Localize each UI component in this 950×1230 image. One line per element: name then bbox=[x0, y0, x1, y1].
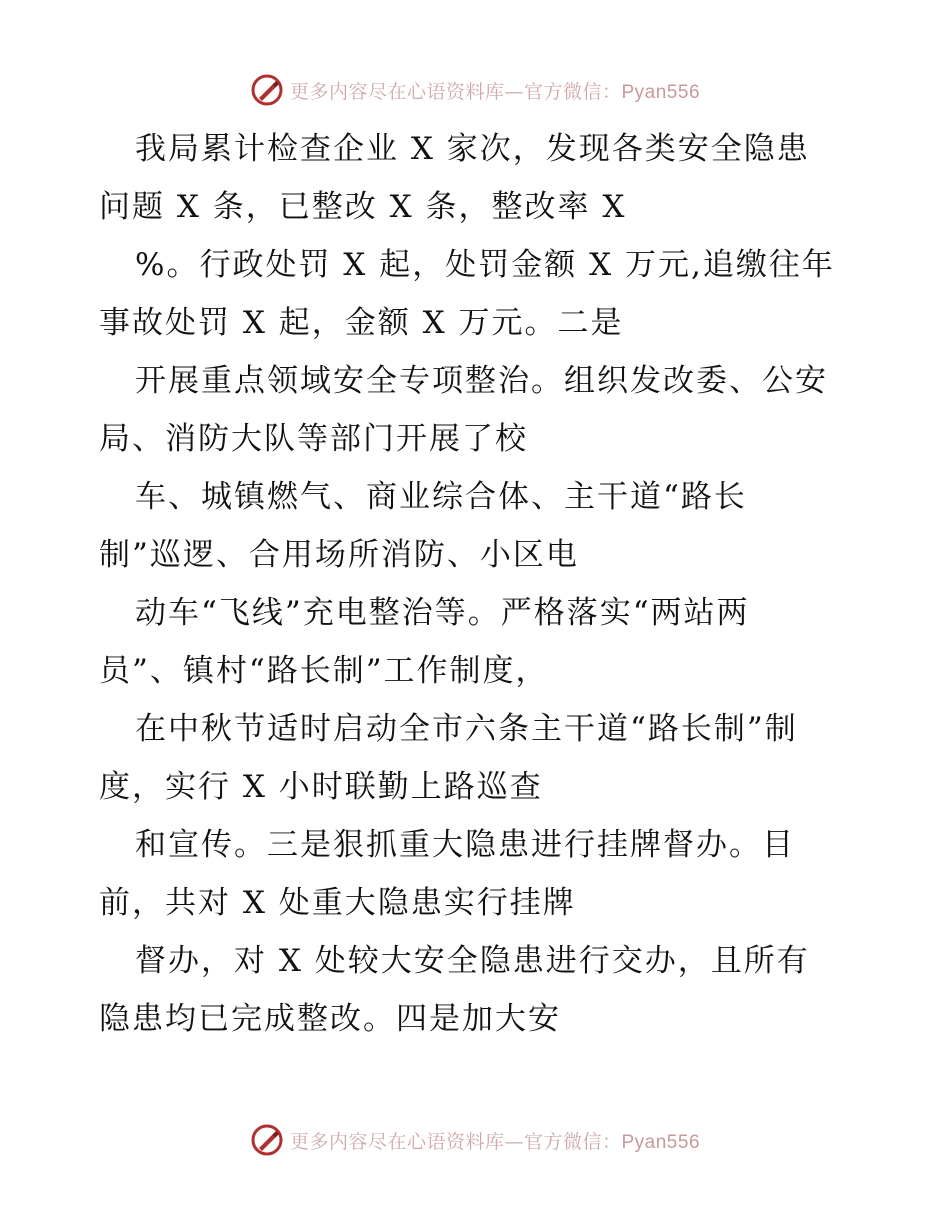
text-line-9: 动车“飞线”充电整治等。严格落实“两站两 bbox=[135, 595, 750, 631]
watermark-main-text: 更多内容尽在心语资料库 bbox=[289, 80, 505, 103]
text-line-8: 制”巡逻、合用场所消防、小区电 bbox=[99, 537, 579, 573]
watermark-wechat-id-bottom: Pyan556 bbox=[621, 1131, 701, 1153]
text-line-10: 员”、镇村“路长制”工作制度， bbox=[99, 653, 549, 689]
text-line-3: %。行政处罚 X 起，处罚金额 X 万元,追缴往年 bbox=[135, 247, 835, 283]
watermark-separator-bottom: — bbox=[504, 1130, 524, 1153]
watermark-text bbox=[290, 77, 700, 104]
text-line-5: 开展重点领域安全专项整治。组织发改委、公安 bbox=[135, 363, 828, 399]
watermark-wechat-label: 官方微信： bbox=[523, 80, 622, 103]
text-line-4: 事故处罚 X 起，金额 X 万元。二是 bbox=[99, 305, 624, 341]
watermark-wechat-id: Pyan556 bbox=[621, 81, 701, 103]
watermark-wechat-label-bottom: 官方微信： bbox=[523, 1130, 622, 1153]
text-line-1: 我局累计检查企业 X 家次，发现各类安全隐患 bbox=[135, 131, 810, 167]
text-line-16: 隐患均已完成整改。四是加大安 bbox=[99, 1001, 561, 1037]
text-line-7: 车、城镇燃气、商业综合体、主干道“路长 bbox=[135, 479, 747, 515]
text-line-15: 督办，对 X 处较大安全隐患进行交办，且所有 bbox=[135, 943, 810, 979]
watermark-separator: — bbox=[504, 80, 524, 103]
text-line-14: 前，共对 X 处重大隐患实行挂牌 bbox=[99, 885, 576, 921]
text-line-2: 问题 X 条，已整改 X 条，整改率 X bbox=[99, 189, 627, 225]
watermark-group bbox=[250, 73, 700, 107]
text-line-11: 在中秋节适时启动全市六条主干道“路长制”制 bbox=[135, 711, 798, 747]
text-line-6: 局、消防大队等部门开展了校 bbox=[99, 421, 528, 457]
header-watermark bbox=[0, 70, 950, 110]
watermark-text-bottom bbox=[290, 1127, 700, 1154]
footer-watermark bbox=[0, 1120, 950, 1160]
pen-logo-icon bbox=[250, 73, 284, 107]
pen-logo-icon bbox=[250, 1123, 284, 1157]
watermark-group-bottom bbox=[250, 1123, 700, 1157]
text-line-12: 度，实行 X 小时联勤上路巡查 bbox=[99, 769, 543, 805]
watermark-main-text-bottom: 更多内容尽在心语资料库 bbox=[289, 1130, 505, 1153]
text-line-13: 和宣传。三是狠抓重大隐患进行挂牌督办。目 bbox=[135, 827, 795, 863]
